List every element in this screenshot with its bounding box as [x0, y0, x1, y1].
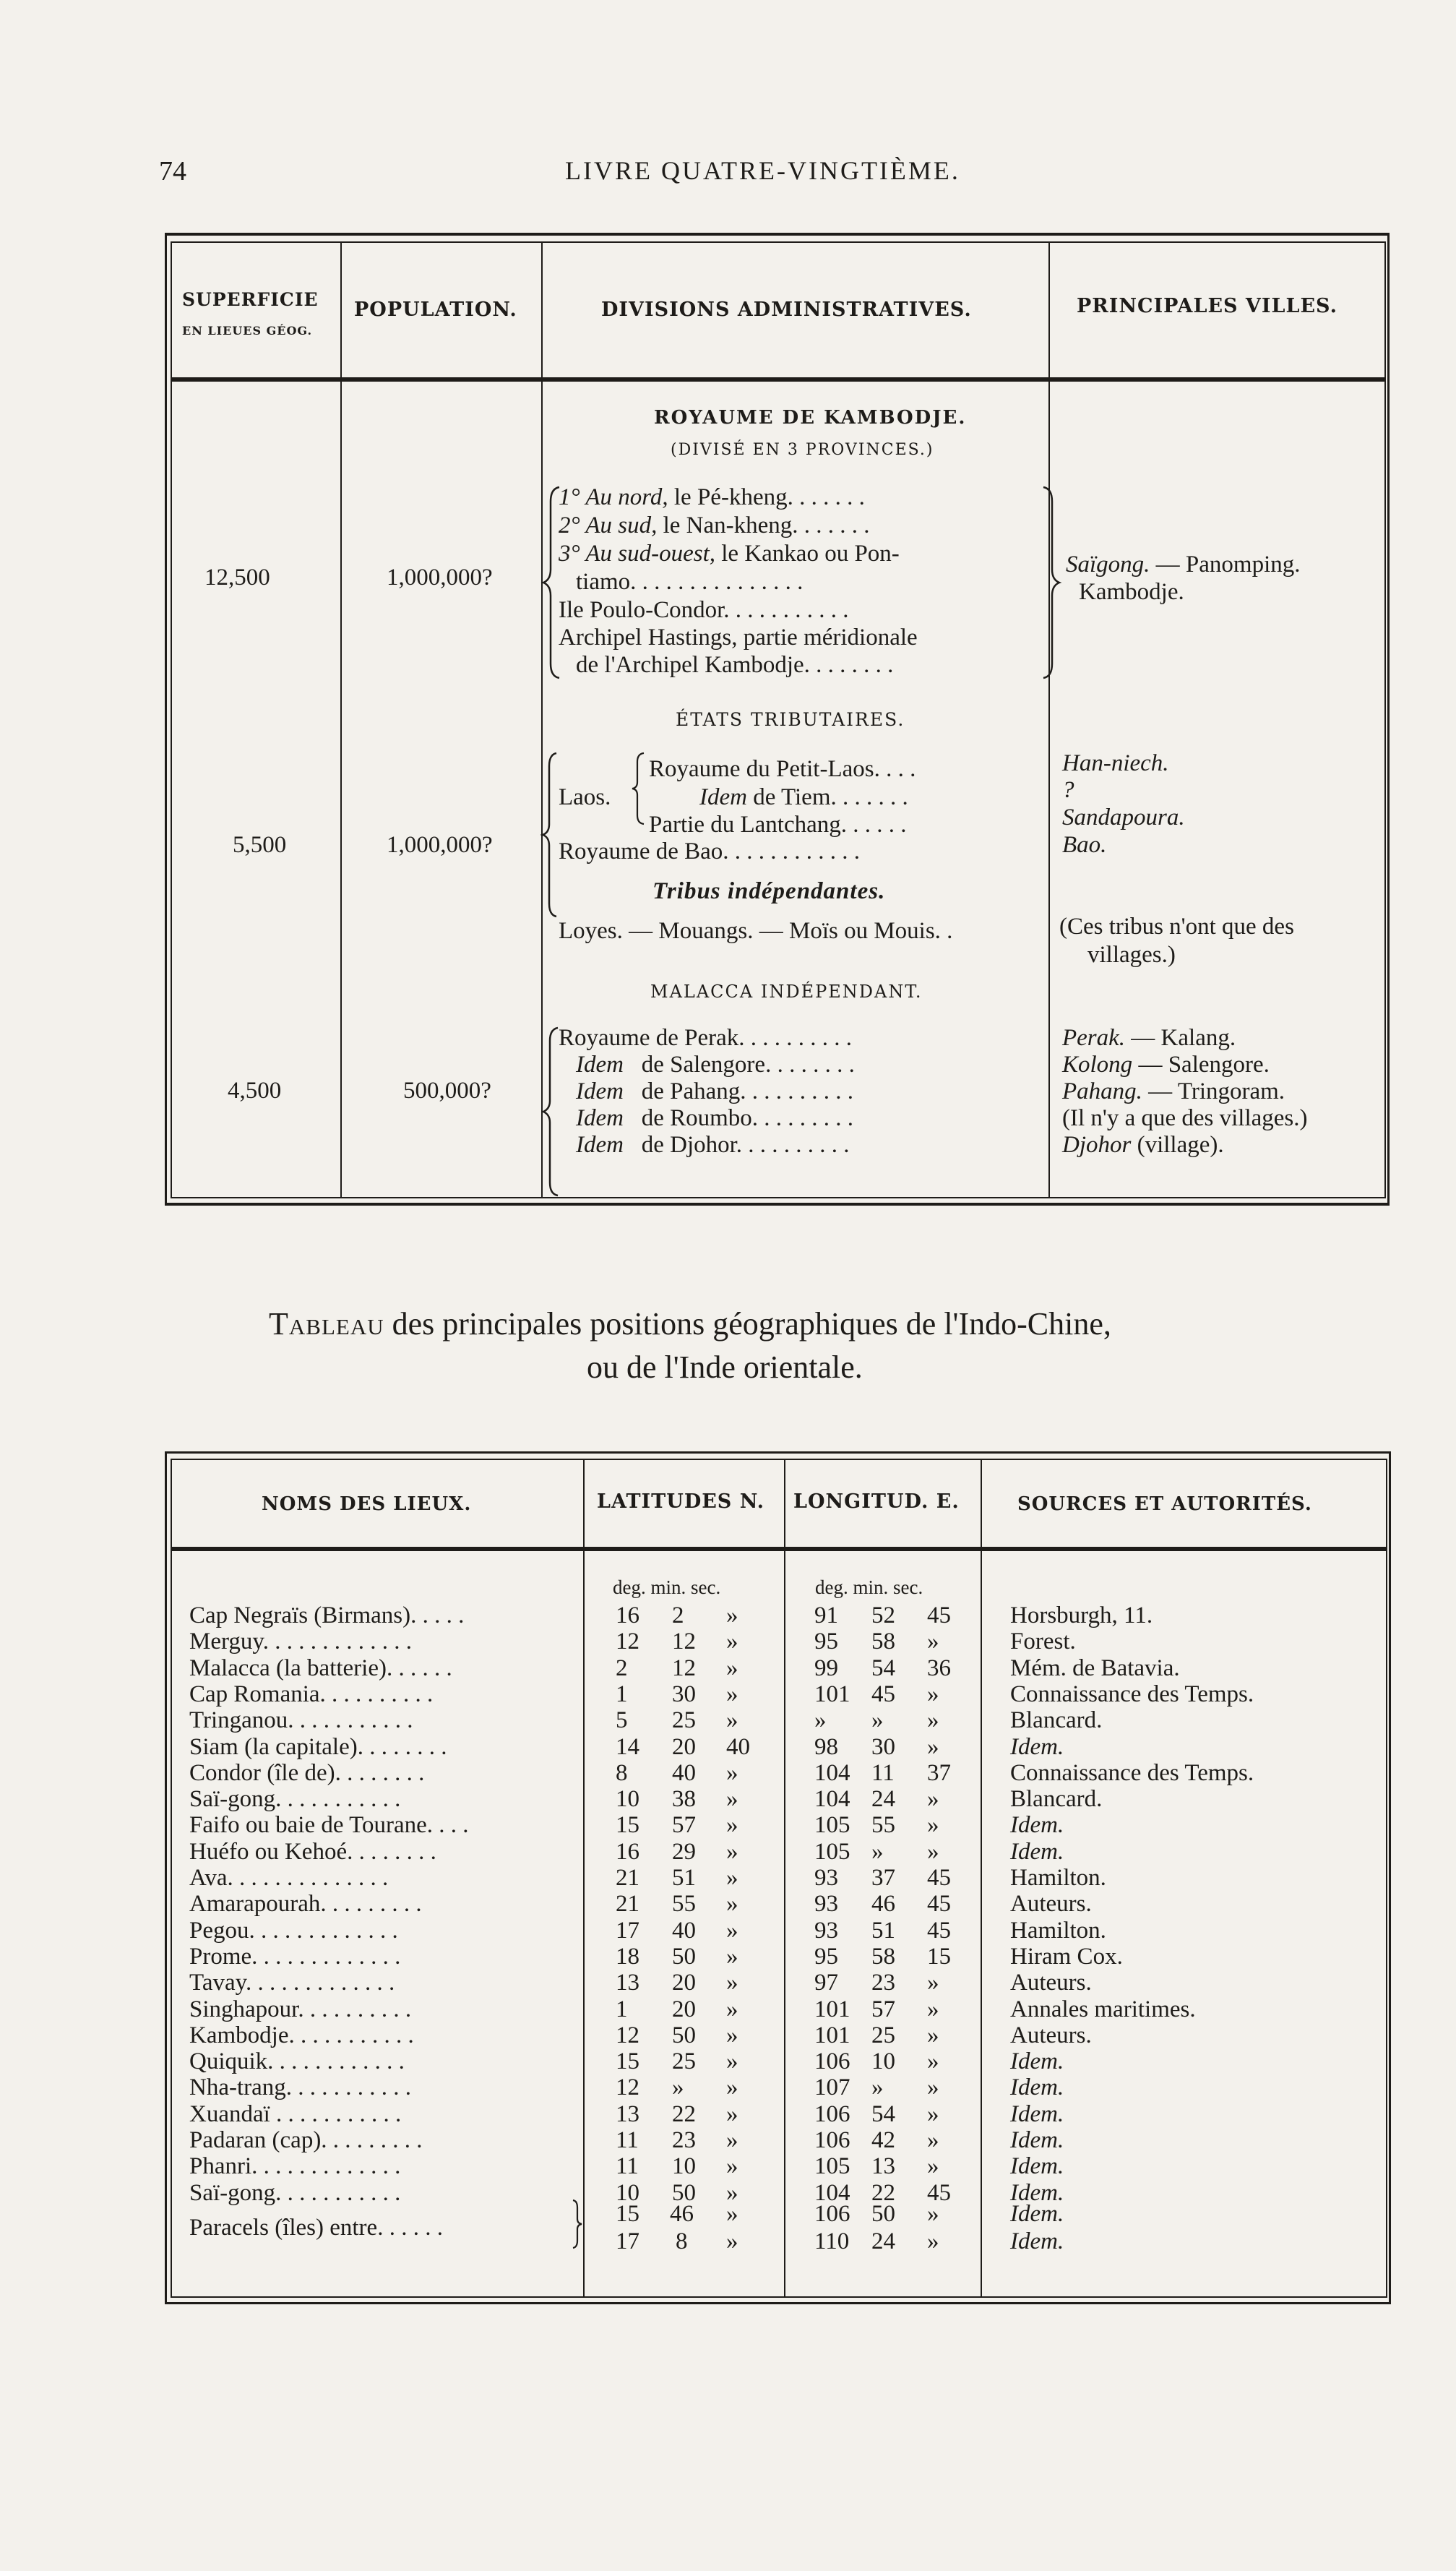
longitude-sec: »: [927, 1681, 939, 1707]
section-title-kambodje: ROYAUME DE KAMBODJE.: [654, 407, 967, 429]
longitude-min: 54: [871, 1655, 895, 1681]
latitude-deg: 12: [616, 1628, 639, 1654]
malacca-villes-5-ital: Djohor: [1062, 1132, 1132, 1158]
page-number: 74: [159, 156, 186, 186]
kambodje-line-3-ital: 3° Au sud-ouest,: [559, 541, 715, 567]
latitude-deg: 13: [616, 1970, 639, 1996]
latitude-min: 57: [672, 1812, 696, 1838]
latitude-min: 22: [672, 2101, 696, 2127]
longitude-deg: 105: [814, 1812, 850, 1838]
longitude-min: »: [871, 1839, 884, 1865]
latitude-sec: »: [726, 1628, 738, 1654]
place-name: Saï-gong. . . . . . . . . . .: [189, 2180, 401, 2206]
latitude-deg: 21: [616, 1865, 639, 1891]
place-name: Merguy. . . . . . . . . . . . .: [189, 1628, 412, 1654]
latitude-deg: 13: [616, 2101, 639, 2127]
latitude-min: 20: [672, 1996, 696, 2022]
place-name: Condor (île de). . . . . . . .: [189, 1760, 425, 1786]
latitude-sec: »: [726, 2048, 738, 2074]
latitude-min: 2: [672, 1602, 684, 1628]
longitude-sec: »: [927, 1786, 939, 1812]
latitude-deg: 12: [616, 2074, 639, 2100]
longitude-sec: 45: [927, 1602, 951, 1628]
malacca-villes-5: [1062, 1133, 1224, 1157]
source: Blancard.: [1010, 1786, 1103, 1812]
latitude-min: 40: [672, 1760, 696, 1786]
kambodje-villes-rest: — Panomping.: [1155, 551, 1301, 578]
latitude-min: 23: [672, 2127, 696, 2153]
place-name: Padaran (cap). . . . . . . . .: [189, 2127, 423, 2153]
tributaires-superficie: 5,500: [233, 832, 287, 858]
latitude-sec: »: [726, 1891, 738, 1917]
latitude-sec: »: [726, 2074, 738, 2100]
longitude-sec: 45: [927, 1865, 951, 1891]
longitude-min: 24: [871, 1786, 895, 1812]
kambodje-line-1-rest: le Pé-kheng. . . . . . .: [673, 484, 865, 510]
paracels-src1: Idem.: [1010, 2201, 1064, 2227]
longitude-min: 58: [871, 1944, 895, 1970]
units-longitude: deg. min. sec.: [815, 1576, 923, 1598]
source: Horsburgh, 11.: [1010, 1602, 1153, 1628]
malacca-superficie: 4,500: [228, 1078, 282, 1104]
longitude-min: 25: [871, 2022, 895, 2048]
latitude-min: 38: [672, 1786, 696, 1812]
longitude-sec: 36: [927, 1655, 951, 1681]
kambodje-line-4: tiamo. . . . . . . . . . . . . . .: [576, 569, 804, 595]
longitude-deg: 106: [814, 2101, 850, 2127]
longitude-min: 51: [871, 1918, 895, 1944]
place-name: Kambodje. . . . . . . . . . .: [189, 2022, 414, 2048]
kambodje-line-3-rest: le Kankao ou Pon-: [721, 541, 900, 567]
longitude-deg: 101: [814, 1681, 850, 1707]
longitude-sec: »: [927, 2101, 939, 2127]
place-name: Ava. . . . . . . . . . . . . .: [189, 1865, 389, 1891]
malacca-line-1: Royaume de Perak. . . . . . . . . .: [559, 1025, 853, 1051]
source: Hamilton.: [1010, 1865, 1106, 1891]
latitude-sec: »: [726, 1970, 738, 1996]
longitude-sec: »: [927, 1628, 939, 1654]
malacca-line-4-rest: de Roumbo. . . . . . . . .: [641, 1105, 854, 1131]
malacca-population: 500,000?: [403, 1078, 491, 1104]
tributaires-line-2: [649, 786, 908, 810]
section-title-malacca: MALACCA INDÉPENDANT.: [650, 982, 923, 1002]
source: Auteurs.: [1010, 2022, 1092, 2048]
latitude-min: 50: [672, 1944, 696, 1970]
latitude-min: »: [672, 2074, 684, 2100]
latitude-sec: »: [726, 1865, 738, 1891]
header-noms: NOMS DES LIEUX.: [262, 1493, 472, 1515]
paracels-lon1-deg: 106: [814, 2201, 850, 2227]
place-name: Tavay. . . . . . . . . . . . .: [189, 1970, 395, 1996]
longitude-deg: 97: [814, 1970, 838, 1996]
table2-title-line-1: [269, 1308, 1111, 1340]
place-name: Faifo ou baie de Tourane. . . .: [189, 1812, 469, 1838]
source: Idem.: [1010, 1812, 1064, 1838]
header-superficie-unit: EN LIEUES GÉOG.: [182, 324, 313, 338]
latitude-min: 29: [672, 1839, 696, 1865]
kambodje-villes-line-1: [1066, 553, 1301, 577]
malacca-villes-2-rest: — Salengore.: [1138, 1052, 1270, 1078]
latitude-deg: 18: [616, 1944, 639, 1970]
source: Mém. de Batavia.: [1010, 1655, 1180, 1681]
kambodje-line-1: [559, 486, 865, 510]
longitude-deg: 101: [814, 2022, 850, 2048]
malacca-line-3: [576, 1080, 853, 1104]
kambodje-line-2-ital: 2° Au sud,: [559, 512, 658, 538]
longitude-sec: »: [927, 2022, 939, 2048]
tribus-note-1: (Ces tribus n'ont que des: [1059, 914, 1294, 940]
latitude-deg: 14: [616, 1734, 639, 1760]
place-name: Huéfo ou Kehoé. . . . . . . .: [189, 1839, 436, 1865]
paracels-lon1-sec: »: [927, 2201, 939, 2227]
left-brace-icon: [630, 752, 646, 825]
longitude-sec: »: [927, 2074, 939, 2100]
header-latitudes: LATITUDES N.: [597, 1490, 765, 1513]
malacca-villes-3-rest: — Tringoram.: [1148, 1078, 1285, 1104]
source: Idem.: [1010, 2153, 1064, 2179]
longitude-min: 42: [871, 2127, 895, 2153]
left-brace-icon: [540, 752, 559, 918]
section-subtitle-kambodje: (DIVISÉ EN 3 PROVINCES.): [671, 441, 934, 459]
longitude-min: 45: [871, 1681, 895, 1707]
right-brace-icon: [571, 2199, 584, 2249]
latitude-sec: »: [726, 1655, 738, 1681]
tribus-title: Tribus indépendantes.: [652, 878, 886, 904]
longitude-deg: 107: [814, 2074, 850, 2100]
latitude-deg: 16: [616, 1602, 639, 1628]
longitude-min: 23: [871, 1970, 895, 1996]
kambodje-line-2-rest: le Nan-kheng. . . . . . .: [663, 512, 870, 538]
longitude-deg: 104: [814, 1786, 850, 1812]
source: Connaissance des Temps.: [1010, 1760, 1254, 1786]
table2-title-rest: des principales positions géographiques de l'Indo-Chine,: [392, 1306, 1111, 1342]
tributaires-line-4: Royaume de Bao. . . . . . . . . . . .: [559, 838, 861, 864]
latitude-min: 10: [672, 2153, 696, 2179]
source: Connaissance des Temps.: [1010, 1681, 1254, 1707]
longitude-min: 55: [871, 1812, 895, 1838]
longitude-sec: »: [927, 1812, 939, 1838]
paracels-name: Paracels (îles) entre. . . . . .: [189, 2215, 443, 2241]
malacca-villes-1-ital: Perak.: [1062, 1025, 1126, 1051]
latitude-sec: »: [726, 2022, 738, 2048]
kambodje-line-2: [559, 514, 870, 538]
longitude-min: 11: [871, 1760, 895, 1786]
paracels-lat2-sec: »: [726, 2228, 738, 2254]
latitude-sec: »: [726, 1707, 738, 1733]
longitude-sec: »: [927, 1839, 939, 1865]
kambodje-villes-ital: Saïgong.: [1066, 551, 1150, 578]
malacca-line-5-rest: de Djohor. . . . . . . . . .: [641, 1132, 850, 1158]
longitude-deg: 106: [814, 2127, 850, 2153]
running-title: LIVRE QUATRE-VINGTIÈME.: [565, 156, 960, 185]
paracels-lon2-sec: »: [927, 2228, 939, 2254]
kambodje-superficie: 12,500: [204, 565, 270, 591]
longitude-deg: »: [814, 1707, 827, 1733]
latitude-min: 25: [672, 1707, 696, 1733]
kambodje-line-6: Archipel Hastings, partie méridionale: [559, 624, 918, 651]
header-divisions: DIVISIONS ADMINISTRATIVES.: [601, 299, 972, 321]
malacca-villes-3: [1062, 1080, 1285, 1104]
latitude-deg: 12: [616, 2022, 639, 2048]
longitude-deg: 93: [814, 1865, 838, 1891]
kambodje-line-5: Ile Poulo-Condor. . . . . . . . . . .: [559, 597, 849, 623]
header-sources: SOURCES ET AUTORITÉS.: [1017, 1493, 1312, 1515]
place-name: Tringanou. . . . . . . . . . .: [189, 1707, 413, 1733]
kambodje-line-1-ital: 1° Au nord,: [559, 484, 668, 510]
latitude-deg: 1: [616, 1681, 628, 1707]
malacca-line-2-rest: de Salengore. . . . . . . .: [641, 1052, 855, 1078]
longitude-deg: 105: [814, 2153, 850, 2179]
tributaires-villes-1: Han-niech.: [1062, 750, 1169, 776]
longitude-sec: »: [927, 2127, 939, 2153]
place-name: Cap Negraïs (Birmans). . . . .: [189, 1602, 465, 1628]
place-name: Cap Romania. . . . . . . . . .: [189, 1681, 434, 1707]
longitude-min: 37: [871, 1865, 895, 1891]
tributaires-population: 1,000,000?: [387, 832, 493, 858]
malacca-villes-2: [1062, 1053, 1270, 1077]
longitude-sec: 37: [927, 1760, 951, 1786]
source: Idem.: [1010, 1734, 1064, 1760]
latitude-min: 25: [672, 2048, 696, 2074]
longitude-sec: 45: [927, 1891, 951, 1917]
left-brace-icon: [540, 1026, 561, 1197]
source: Idem.: [1010, 2048, 1064, 2074]
malacca-villes-3-ital: Pahang.: [1062, 1078, 1142, 1104]
longitude-sec: »: [927, 1970, 939, 1996]
units-latitude: deg. min. sec.: [613, 1576, 721, 1598]
latitude-min: 20: [672, 1970, 696, 1996]
malacca-villes-4: (Il n'y a que des villages.): [1062, 1105, 1308, 1131]
longitude-sec: 45: [927, 1918, 951, 1944]
latitude-min: 50: [672, 2022, 696, 2048]
tributaires-line-2-rest: de Tiem. . . . . . .: [753, 784, 908, 810]
source: Blancard.: [1010, 1707, 1103, 1733]
source: Idem.: [1010, 2127, 1064, 2153]
latitude-min: 51: [672, 1865, 696, 1891]
latitude-sec: »: [726, 1996, 738, 2022]
paracels-lon2-deg: 110: [814, 2228, 850, 2254]
place-name: Prome. . . . . . . . . . . . .: [189, 1944, 401, 1970]
longitude-min: 54: [871, 2101, 895, 2127]
malacca-line-3-rest: de Pahang. . . . . . . . . .: [641, 1078, 854, 1104]
latitude-sec: »: [726, 1918, 738, 1944]
latitude-min: 12: [672, 1655, 696, 1681]
place-name: Xuandaï . . . . . . . . . . .: [189, 2101, 402, 2127]
latitude-sec: »: [726, 1812, 738, 1838]
table2-title-smallcaps: Tableau: [269, 1306, 384, 1342]
malacca-villes-1-rest: — Kalang.: [1131, 1025, 1236, 1051]
latitude-sec: 40: [726, 1734, 750, 1760]
latitude-deg: 8: [616, 1760, 628, 1786]
latitude-deg: 17: [616, 1918, 639, 1944]
malacca-line-5: [576, 1133, 850, 1157]
source: Hamilton.: [1010, 1918, 1106, 1944]
malacca-line-2: [576, 1053, 855, 1077]
kambodje-population: 1,000,000?: [387, 565, 493, 591]
longitude-deg: 93: [814, 1891, 838, 1917]
latitude-deg: 2: [616, 1655, 628, 1681]
paracels-lat2-deg: 17: [616, 2228, 639, 2254]
place-name: Nha-trang. . . . . . . . . . .: [189, 2074, 412, 2100]
latitude-deg: 1: [616, 1996, 628, 2022]
paracels-lat2-min: 8: [676, 2228, 688, 2254]
header-superficie: SUPERFICIE: [182, 289, 319, 310]
place-name: Malacca (la batterie). . . . . .: [189, 1655, 452, 1681]
source: Idem.: [1010, 2180, 1064, 2206]
header-longitudes: LONGITUD. E.: [793, 1490, 960, 1513]
latitude-sec: »: [726, 2153, 738, 2179]
malacca-idem: Idem: [576, 1078, 624, 1104]
longitude-min: »: [871, 2074, 884, 2100]
latitude-deg: 11: [616, 2127, 639, 2153]
source: Annales maritimes.: [1010, 1996, 1196, 2022]
tributaires-line-3: Partie du Lantchang. . . . . .: [649, 812, 907, 838]
malacca-idem: Idem: [576, 1052, 624, 1078]
latitude-deg: 5: [616, 1707, 628, 1733]
place-name: Quiquik. . . . . . . . . . . .: [189, 2048, 405, 2074]
latitude-min: 12: [672, 1628, 696, 1654]
malacca-idem: Idem: [576, 1105, 624, 1131]
longitude-sec: »: [927, 2048, 939, 2074]
longitude-min: »: [871, 1707, 884, 1733]
longitude-sec: »: [927, 1734, 939, 1760]
tributaires-villes-3: Sandapoura.: [1062, 804, 1185, 830]
kambodje-villes-line-2: Kambodje.: [1079, 579, 1184, 605]
place-name: Saï-gong. . . . . . . . . . .: [189, 1786, 401, 1812]
right-brace-icon: [1041, 486, 1062, 679]
paracels-src2: Idem.: [1010, 2228, 1064, 2254]
latitude-min: 40: [672, 1918, 696, 1944]
malacca-line-4: [576, 1107, 853, 1130]
place-name: Pegou. . . . . . . . . . . . .: [189, 1918, 398, 1944]
paracels-lon1-min: 50: [871, 2201, 895, 2227]
longitude-deg: 105: [814, 1839, 850, 1865]
latitude-min: 55: [672, 1891, 696, 1917]
place-name: Singhapour. . . . . . . . . .: [189, 1996, 412, 2022]
longitude-deg: 95: [814, 1628, 838, 1654]
longitude-sec: 15: [927, 1944, 951, 1970]
latitude-sec: »: [726, 1786, 738, 1812]
longitude-deg: 106: [814, 2048, 850, 2074]
table2-title-line-2: ou de l'Inde orientale.: [587, 1349, 863, 1385]
kambodje-line-3: [559, 542, 900, 566]
latitude-sec: »: [726, 1944, 738, 1970]
header-principales-villes: PRINCIPALES VILLES.: [1077, 295, 1337, 317]
source: Hiram Cox.: [1010, 1944, 1123, 1970]
latitude-sec: »: [726, 1602, 738, 1628]
latitude-deg: 11: [616, 2153, 639, 2179]
latitude-sec: »: [726, 1681, 738, 1707]
place-name: Siam (la capitale). . . . . . . .: [189, 1734, 447, 1760]
latitude-sec: »: [726, 1839, 738, 1865]
malacca-idem: Idem: [576, 1132, 624, 1158]
tribus-line: Loyes. — Mouangs. — Moïs ou Mouis. .: [559, 918, 953, 944]
tribus-note-2: villages.): [1087, 942, 1176, 968]
longitude-min: 58: [871, 1628, 895, 1654]
latitude-deg: 15: [616, 2048, 639, 2074]
longitude-deg: 93: [814, 1918, 838, 1944]
source: Idem.: [1010, 1839, 1064, 1865]
paracels-lat1-deg: 15: [616, 2201, 639, 2227]
latitude-sec: »: [726, 1760, 738, 1786]
longitude-min: 13: [871, 2153, 895, 2179]
latitude-min: 50: [672, 2180, 696, 2206]
longitude-deg: 101: [814, 1996, 850, 2022]
source: Idem.: [1010, 2074, 1064, 2100]
paracels-lon2-min: 24: [871, 2228, 895, 2254]
longitude-sec: »: [927, 2153, 939, 2179]
latitude-sec: »: [726, 2180, 738, 2206]
place-name: Amarapourah. . . . . . . . .: [189, 1891, 422, 1917]
latitude-min: 30: [672, 1681, 696, 1707]
longitude-deg: 104: [814, 1760, 850, 1786]
longitude-min: 57: [871, 1996, 895, 2022]
longitude-sec: »: [927, 1996, 939, 2022]
tributaires-villes-4: Bao.: [1062, 832, 1107, 858]
paracels-lat1-min: 46: [670, 2201, 694, 2227]
longitude-min: 30: [871, 1734, 895, 1760]
longitude-deg: 99: [814, 1655, 838, 1681]
longitude-min: 46: [871, 1891, 895, 1917]
tributaires-line-2-ital: Idem: [699, 784, 747, 810]
laos-label: Laos.: [559, 784, 611, 810]
paracels-lat1-sec: »: [726, 2201, 738, 2227]
source: Auteurs.: [1010, 1970, 1092, 1996]
tributaires-line-1: Royaume du Petit-Laos. . . .: [649, 756, 916, 782]
longitude-deg: 104: [814, 2180, 850, 2206]
latitude-min: 20: [672, 1734, 696, 1760]
header-population: POPULATION.: [354, 299, 517, 321]
latitude-deg: 16: [616, 1839, 639, 1865]
source: Forest.: [1010, 1628, 1076, 1654]
longitude-deg: 95: [814, 1944, 838, 1970]
latitude-deg: 10: [616, 1786, 639, 1812]
longitude-sec: 45: [927, 2180, 951, 2206]
malacca-villes-5-rest: (village).: [1137, 1132, 1224, 1158]
longitude-sec: »: [927, 1707, 939, 1733]
source: Auteurs.: [1010, 1891, 1092, 1917]
longitude-deg: 98: [814, 1734, 838, 1760]
latitude-sec: »: [726, 2127, 738, 2153]
longitude-deg: 91: [814, 1602, 838, 1628]
source: Idem.: [1010, 2101, 1064, 2127]
latitude-deg: 21: [616, 1891, 639, 1917]
malacca-villes-1: [1062, 1026, 1236, 1050]
latitude-deg: 15: [616, 1812, 639, 1838]
longitude-min: 52: [871, 1602, 895, 1628]
latitude-sec: »: [726, 2101, 738, 2127]
tributaires-villes-2: ?: [1062, 777, 1074, 803]
longitude-min: 10: [871, 2048, 895, 2074]
section-title-tributaires: ÉTATS TRIBUTAIRES.: [676, 709, 905, 730]
malacca-villes-2-ital: Kolong: [1062, 1052, 1133, 1078]
longitude-min: 22: [871, 2180, 895, 2206]
place-name: Phanri. . . . . . . . . . . . .: [189, 2153, 401, 2179]
latitude-deg: 10: [616, 2180, 639, 2206]
kambodje-line-7: de l'Archipel Kambodje. . . . . . . .: [576, 652, 894, 678]
